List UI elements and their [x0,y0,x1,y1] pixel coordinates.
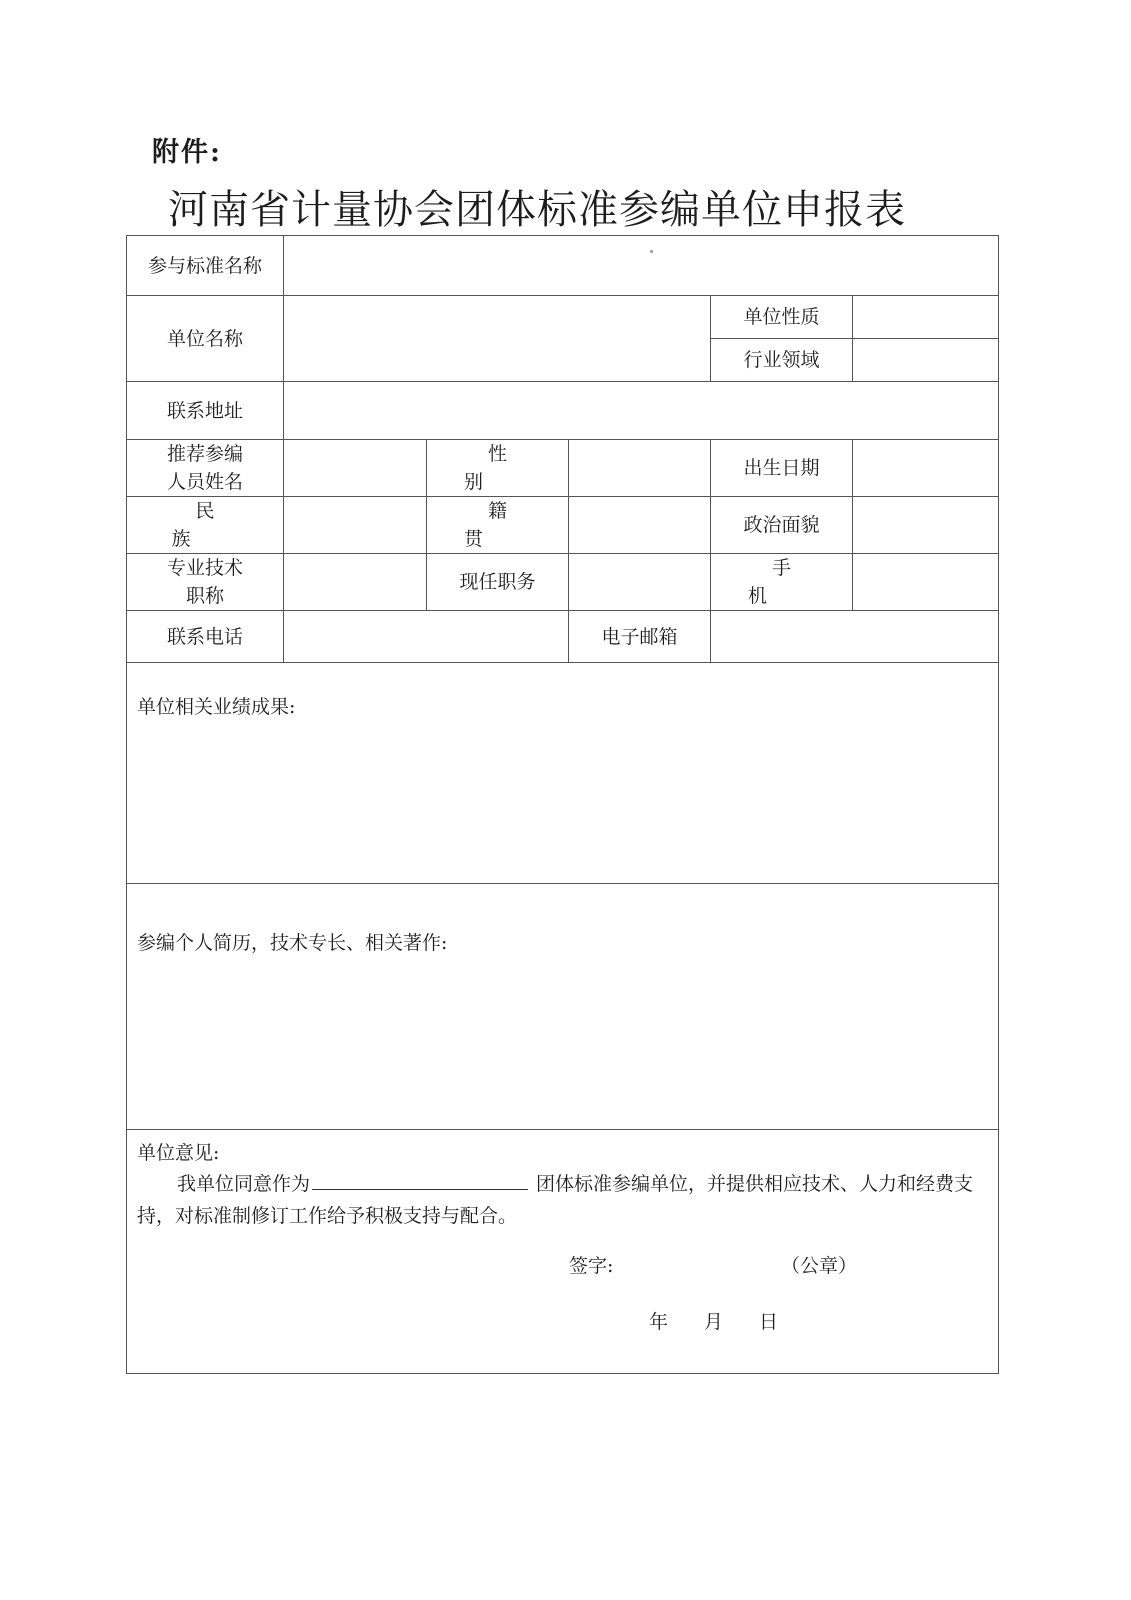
form-title: 河南省计量协会团体标准参编单位申报表 [168,187,906,233]
date-label: 年月日 [649,1311,815,1333]
resume-label: 参编个人简历，技术专长、相关著作: [137,932,448,954]
industry-label: 行业领域 [711,339,853,382]
professional-title-label-line1: 专业技术 [166,557,243,579]
unit-nature-label: 单位性质 [711,296,853,339]
email-label: 电子邮箱 [569,611,711,663]
recommended-person-field[interactable] [284,440,427,497]
political-status-field[interactable] [853,497,999,554]
opinion-body [137,1168,998,1232]
seal-label: （公章） [781,1255,858,1277]
gender-label [427,440,569,497]
ethnicity-label-text: 民 族 [171,500,263,550]
recommended-person-label [127,440,284,497]
email-field[interactable] [711,611,999,663]
opinion-section [127,1130,999,1374]
gender-label-text: 性 别 [463,443,555,493]
opinion-text-after: 团体标准参编单位，并提供相应技术、人力和经费支持，对标准制修订工作给予积极支持与配合。 [137,1173,974,1227]
contact-phone-field[interactable] [284,611,569,663]
professional-title-field[interactable] [284,554,427,611]
signature-label: 签字: [569,1255,614,1277]
birth-date-field[interactable] [853,440,999,497]
native-place-field[interactable] [569,497,711,554]
signature-row [137,1232,998,1302]
application-form-table [126,235,999,1374]
professional-title-label-line2: 职称 [185,585,224,607]
industry-field[interactable] [853,339,999,382]
standard-name-blank[interactable] [312,1169,528,1190]
native-place-label [427,497,569,554]
birth-date-label: 出生日期 [711,440,853,497]
ethnicity-label [127,497,284,554]
current-position-field[interactable] [569,554,711,611]
recommended-person-label-line1: 推荐参编 [166,443,243,465]
mobile-field[interactable] [853,554,999,611]
address-label: 联系地址 [127,382,284,440]
achievements-section[interactable] [127,663,999,884]
achievements-label: 单位相关业绩成果: [137,696,296,718]
political-status-label: 政治面貌 [711,497,853,554]
date-row [137,1302,998,1342]
attachment-label: 附件: [152,137,222,168]
unit-name-field[interactable] [284,296,711,382]
opinion-text-before: 我单位同意作为 [177,1173,311,1195]
recommended-person-label-line2: 人员姓名 [166,471,243,493]
mobile-label [711,554,853,611]
unit-nature-field[interactable] [853,296,999,339]
contact-phone-label: 联系电话 [127,611,284,663]
resume-section[interactable] [127,884,999,1130]
standard-name-label: 参与标准名称 [127,236,284,296]
address-field[interactable] [284,382,999,440]
professional-title-label [127,554,284,611]
unit-name-label: 单位名称 [127,296,284,382]
native-place-label-text: 籍 贯 [463,500,555,550]
opinion-heading: 单位意见: [137,1142,220,1164]
mobile-label-text: 手 机 [747,557,839,607]
standard-name-field[interactable] [284,236,999,296]
gender-field[interactable] [569,440,711,497]
ethnicity-field[interactable] [284,497,427,554]
current-position-label: 现任职务 [427,554,569,611]
